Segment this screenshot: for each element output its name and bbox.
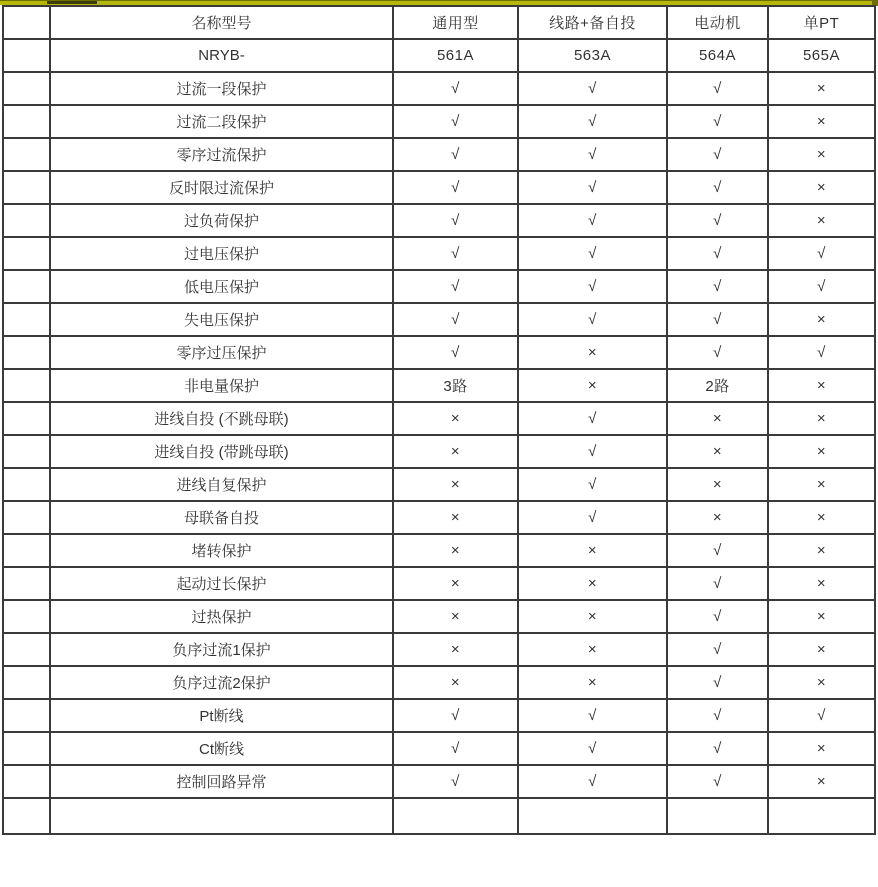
row-margin-cell [3,699,50,732]
spec-value-cell: × [768,171,875,204]
table-row [3,600,875,633]
row-label: 负序过流2保护 [50,666,393,699]
spec-value-cell: × [768,567,875,600]
table-row [3,237,875,270]
row-margin-cell [3,666,50,699]
row-margin-cell [3,765,50,798]
row-label [50,798,393,834]
spec-value-cell: 564A [667,39,768,72]
column-header: 电动机 [667,6,768,39]
spec-value-cell: × [518,633,667,666]
row-label: NRYB- [50,39,393,72]
row-margin-cell [3,369,50,402]
row-margin-cell [3,501,50,534]
spec-value-cell: √ [393,105,518,138]
top-bar-dark-segment [47,1,97,4]
spec-value-cell [518,798,667,834]
spec-value-cell: √ [393,237,518,270]
row-margin-cell [3,237,50,270]
spec-value-cell: √ [518,468,667,501]
spec-value-cell: √ [667,534,768,567]
spec-value-cell: √ [667,699,768,732]
spec-value-cell [768,798,875,834]
table-row [3,171,875,204]
spec-value-cell: √ [667,138,768,171]
header-row [3,6,875,39]
spec-table [2,5,876,835]
spec-value-cell: × [667,402,768,435]
spec-value-cell: √ [393,270,518,303]
spec-value-cell: 3路 [393,369,518,402]
spec-value-cell: × [768,666,875,699]
spec-value-cell: √ [518,435,667,468]
spec-value-cell: √ [667,204,768,237]
spec-value-cell: √ [393,765,518,798]
spec-value-cell: √ [518,138,667,171]
row-label: 零序过流保护 [50,138,393,171]
row-margin-cell [3,567,50,600]
spec-value-cell: √ [393,204,518,237]
row-label: 进线自投 (不跳母联) [50,402,393,435]
spec-value-cell: √ [393,732,518,765]
spec-value-cell: √ [518,699,667,732]
table-row [3,270,875,303]
spec-value-cell: 565A [768,39,875,72]
spec-value-cell: √ [667,633,768,666]
table-row [3,699,875,732]
row-margin-cell [3,303,50,336]
spec-value-cell: × [667,435,768,468]
row-margin-cell [3,732,50,765]
row-margin-cell [3,138,50,171]
spec-value-cell: × [768,633,875,666]
row-margin-cell [3,468,50,501]
table-row [3,468,875,501]
row-label: 进线自投 (带跳母联) [50,435,393,468]
spec-value-cell: √ [518,72,667,105]
row-margin-cell [3,336,50,369]
spec-value-cell: × [768,105,875,138]
row-margin-cell [3,402,50,435]
row-margin-cell [3,105,50,138]
row-label: 过负荷保护 [50,204,393,237]
row-margin-cell [3,798,50,834]
row-label: 过流一段保护 [50,72,393,105]
spec-value-cell: √ [768,237,875,270]
spec-value-cell: × [518,336,667,369]
spec-value-cell: × [768,402,875,435]
spec-value-cell: √ [768,336,875,369]
spec-value-cell: √ [667,171,768,204]
row-margin-cell [3,39,50,72]
table-row [3,105,875,138]
spec-value-cell: × [667,501,768,534]
spec-value-cell: √ [667,270,768,303]
spec-value-cell: √ [667,105,768,138]
row-label: Ct断线 [50,732,393,765]
table-row [3,39,875,72]
spec-value-cell: × [518,600,667,633]
spec-value-cell: √ [667,732,768,765]
row-margin-cell [3,6,50,39]
table-row [3,534,875,567]
table-row [3,72,875,105]
row-label: 母联备自投 [50,501,393,534]
row-label: 失电压保护 [50,303,393,336]
table-row [3,765,875,798]
spec-value-cell: √ [393,699,518,732]
spec-value-cell: × [768,138,875,171]
spec-value-cell: 561A [393,39,518,72]
spec-value-cell: √ [667,336,768,369]
row-label: 控制回路异常 [50,765,393,798]
spec-value-cell: √ [393,303,518,336]
spec-value-cell: √ [518,105,667,138]
table-row [3,501,875,534]
table-row [3,567,875,600]
spec-value-cell: √ [667,666,768,699]
spec-value-cell: × [768,534,875,567]
spec-value-cell: × [768,435,875,468]
spec-value-cell: × [768,732,875,765]
row-margin-cell [3,534,50,567]
empty-row [3,798,875,834]
spec-value-cell: √ [518,204,667,237]
column-header: 单PT [768,6,875,39]
spec-value-cell: × [518,567,667,600]
table-row [3,369,875,402]
spec-value-cell: √ [667,600,768,633]
spec-value-cell: √ [518,237,667,270]
spec-value-cell: × [518,369,667,402]
spec-value-cell: √ [667,303,768,336]
column-header-name: 名称型号 [50,6,393,39]
spec-value-cell: × [518,534,667,567]
table-row [3,402,875,435]
table-row [3,336,875,369]
row-margin-cell [3,171,50,204]
column-header: 线路+备自投 [518,6,667,39]
spec-value-cell: √ [768,699,875,732]
spec-value-cell: √ [393,72,518,105]
spec-value-cell: 2路 [667,369,768,402]
row-label: 进线自复保护 [50,468,393,501]
table-row [3,138,875,171]
spec-value-cell: √ [768,270,875,303]
spec-value-cell: √ [667,237,768,270]
spec-value-cell: × [768,204,875,237]
spec-value-cell [393,798,518,834]
spec-value-cell: × [393,501,518,534]
spec-value-cell: × [768,501,875,534]
table-row [3,666,875,699]
row-label: 堵转保护 [50,534,393,567]
spec-value-cell: √ [518,732,667,765]
spec-value-cell: √ [393,336,518,369]
spec-value-cell: × [768,765,875,798]
row-label: Pt断线 [50,699,393,732]
spec-value-cell: √ [393,171,518,204]
spec-value-cell: × [393,402,518,435]
table-row [3,435,875,468]
row-margin-cell [3,435,50,468]
spec-value-cell: √ [667,765,768,798]
spec-value-cell: × [667,468,768,501]
spec-value-cell [667,798,768,834]
spec-value-cell: × [393,633,518,666]
spec-value-cell: 563A [518,39,667,72]
spec-value-cell: √ [518,171,667,204]
row-margin-cell [3,270,50,303]
spec-value-cell: × [393,468,518,501]
table-row [3,204,875,237]
row-margin-cell [3,72,50,105]
spec-value-cell: √ [518,402,667,435]
spec-value-cell: √ [667,567,768,600]
table-row [3,303,875,336]
row-margin-cell [3,204,50,237]
row-margin-cell [3,633,50,666]
row-label: 非电量保护 [50,369,393,402]
spec-value-cell: √ [667,72,768,105]
row-label: 反时限过流保护 [50,171,393,204]
spec-value-cell: √ [518,765,667,798]
spec-value-cell: × [768,468,875,501]
spec-value-cell: × [393,567,518,600]
spec-value-cell: √ [518,303,667,336]
row-margin-cell [3,600,50,633]
column-header: 通用型 [393,6,518,39]
spec-value-cell: × [518,666,667,699]
spec-value-cell: × [393,435,518,468]
spec-value-cell: √ [518,501,667,534]
row-label: 过热保护 [50,600,393,633]
row-label: 负序过流1保护 [50,633,393,666]
table-row [3,732,875,765]
spec-value-cell: × [768,72,875,105]
spec-value-cell: × [768,369,875,402]
table-row [3,633,875,666]
spec-value-cell: × [768,303,875,336]
row-label: 低电压保护 [50,270,393,303]
row-label: 起动过长保护 [50,567,393,600]
spec-value-cell: √ [518,270,667,303]
row-label: 零序过压保护 [50,336,393,369]
spec-value-cell: × [393,600,518,633]
spec-value-cell: × [393,666,518,699]
row-label: 过电压保护 [50,237,393,270]
spec-value-cell: √ [393,138,518,171]
row-label: 过流二段保护 [50,105,393,138]
spec-value-cell: × [393,534,518,567]
spec-value-cell: × [768,600,875,633]
